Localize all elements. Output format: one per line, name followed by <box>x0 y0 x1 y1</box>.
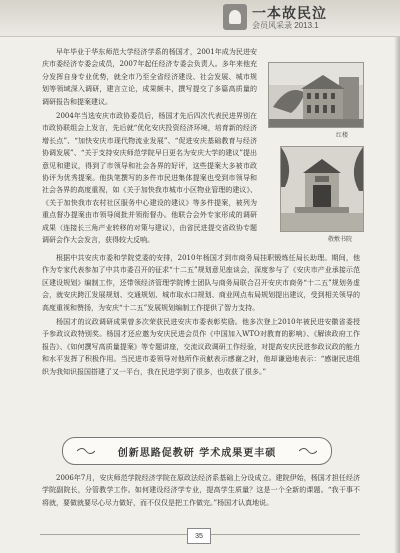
paragraph: 2004年当选安庆市政协委员后，杨国才先后四次代表民进界别在市政协联组会上发言，先后就“优化安庆投资经济环境，培育新的经济增长点”、“加快安庆市现代物流业发展”、“促进安庆基础教育与经济协调发展”、“关于支持安庆师范学院早日更名为安庆大学的建议”提出意见和建议，得到了市领导和社会各界的好评，这些提案大多被市政协评为优秀提案。他执笔撰写的多件市民进集体提案也受到市领导和社会各界的高度重视，如《关于加快我市城市小区物业管理的建议》、《关于加快我市农村社区服务中心建设的建议》等多件提案，被列为重点督办提案由市领导阅批并领衔督办。他联合会外专家形成的调研成果（连接长三角产业转移的对策与建议），由省民进提交省政协专题调研会作大会发言，获得较大反响。 <box>42 112 257 245</box>
page-edge-shadow <box>394 0 400 553</box>
masthead <box>0 0 400 37</box>
article-body-top <box>42 46 257 249</box>
magazine-logo-icon <box>223 4 247 30</box>
masthead-title: 一本故民泣 <box>252 6 327 22</box>
photo-red-building-image <box>269 63 363 127</box>
section-heading: 创新思路促教研 学术成果更丰硕 <box>117 447 277 459</box>
section-heading-banner <box>62 437 332 465</box>
photo-academy-gate-image <box>281 147 363 231</box>
photo-caption: 红楼 <box>336 133 349 139</box>
paragraph: 2006年7月，安庆师范学院经济学院在原政法经济系基础上分设成立。建院伊始，杨国才担任经济学院副院长，分管教学工作。如何建设经济学专业，提高学生质量？这是一个全新的课题。“我干事不将就，要做就要尽心尽力做好，而不仅仅是把工作做完。”杨国才认真地说。 <box>42 474 360 507</box>
paragraph: 杨国才的议政调研成果曾多次荣获民进安庆市委表彰奖励。他多次登上2010年被民进安徽省委授予参政议政特别奖。杨国才还应邀为安庆民进会员作《中国加入WTO对教育的影响》、《解读政府工作报告》、《如何撰写高质量提案》等专题讲座，交流议政调研工作经验，对提高安庆民进参政议政的能力和水平发挥了积极作用。当民进市委领导对他所作贡献表示感谢之时，他却谦逊地表示：“感谢民进组织为我知识报国搭建了又一平台，我在民进学到了很多，也收获了很多。” <box>42 318 360 376</box>
page-number: 35 <box>187 528 211 544</box>
masthead-subtitle: 会员风采录 2013.1 <box>252 21 319 30</box>
photo-red-building <box>268 62 364 128</box>
article-body-middle <box>42 252 360 380</box>
paragraph: 早年毕业于华东师范大学经济学系的杨国才，2001年成为民进安庆市委经济专委会成员，2007年起任经济专委会负责人。多年来他充分发挥自身专业优势，就全市乃至全省经济建设、社会发展、城市规划等领域深入调研，建言立论，成果颇丰，撰写提交了多篇高质量的调研报告和提案建议。 <box>42 48 257 106</box>
paragraph: 根据中共安庆市委和学院党委的安排，2010年杨国才到市商务局挂职锻炼任局长助理。期间，他作为专家代表参加了中共市委召开的征求“十二五”规划意见座谈会，深度参与了《安庆市产业承接示范区建设规划》编制工作，还带领经济管理学院博士团队与商务局联合召开安庆市商务“十二五”规划务虚会，就安庆跨江发展规划、交通规划、城市取水口规划、商业网点布局规划提出建议，受到相关领导的高度重视和赞扬，为安庆“十二五”发展规划编制工作提供了智力支持。 <box>42 254 360 312</box>
photo-caption: 敬敷书院 <box>328 237 353 243</box>
decorative-ornament-icon <box>299 446 317 456</box>
photo-academy-gate <box>280 146 364 232</box>
article-body-bottom <box>42 472 360 511</box>
decorative-ornament-icon <box>77 446 95 456</box>
